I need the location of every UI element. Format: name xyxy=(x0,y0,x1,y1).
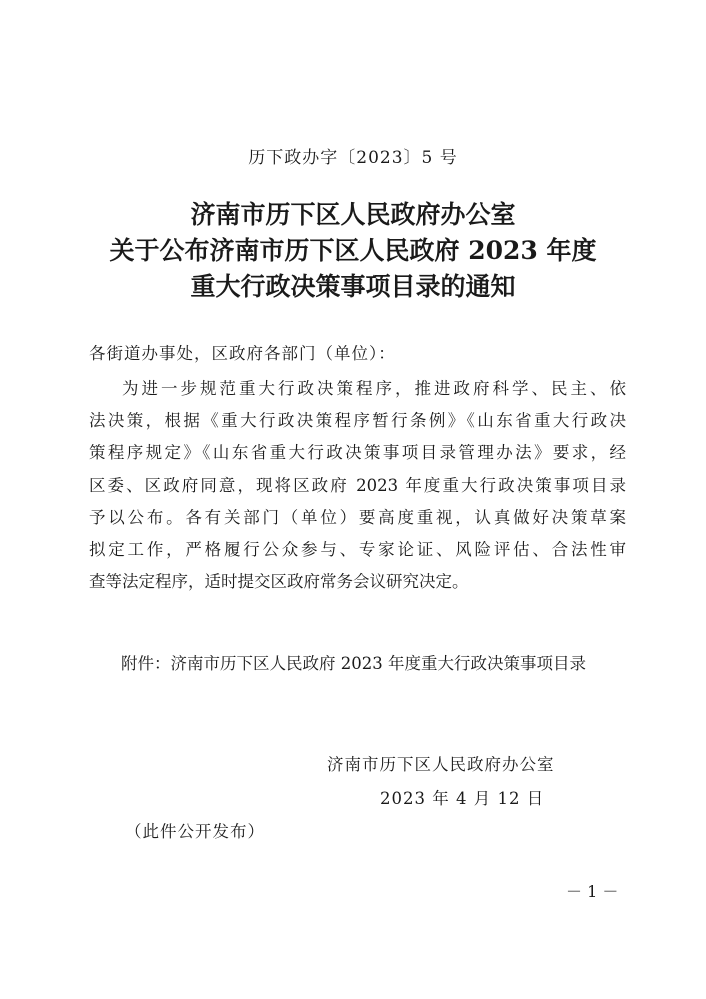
page-number: － 1 － xyxy=(566,882,619,901)
title-line-3: 重大行政决策事项目录的通知 xyxy=(190,272,516,301)
body-paragraph xyxy=(89,373,629,598)
body-line-3: 策程序规定》《山东省重大行政决策事项目录管理办法》要求，经 xyxy=(89,443,626,463)
body-line-5: 予以公布。各有关部门（单位）要高度重视，认真做好决策草案 xyxy=(89,507,626,527)
public-release-note: （此件公开发布） xyxy=(125,822,265,841)
body-line-6: 拟定工作，严格履行公众参与、专家论证、风险评估、合法性审 xyxy=(89,540,626,560)
body-line-4: 区委、区政府同意，现将区政府 2023 年度重大行政决策事项目录 xyxy=(89,475,626,495)
body-line-1: 为进一步规范重大行政决策程序，推进政府科学、民主、依 xyxy=(122,379,626,398)
title-line-2: 关于公布济南市历下区人民政府 2023 年度 xyxy=(109,236,597,265)
body-line-2: 法决策，根据《重大行政决策程序暂行条例》《山东省重大行政决 xyxy=(89,411,626,431)
salutation: 各街道办事处，区政府各部门（单位）： xyxy=(89,344,396,363)
attachment-line: 附件：济南市历下区人民政府 2023 年度重大行政决策事项目录 xyxy=(121,654,586,673)
document-title xyxy=(0,197,706,305)
signature-organization: 济南市历下区人民政府办公室 xyxy=(327,755,555,774)
document-number: 历下政办字〔2023〕5 号 xyxy=(248,148,458,168)
title-line-1: 济南市历下区人民政府办公室 xyxy=(190,200,516,229)
signature-date: 2023 年 4 月 12 日 xyxy=(380,789,545,808)
body-line-7: 查等法定程序，适时提交区政府常务会议研究决定。 xyxy=(89,572,469,592)
